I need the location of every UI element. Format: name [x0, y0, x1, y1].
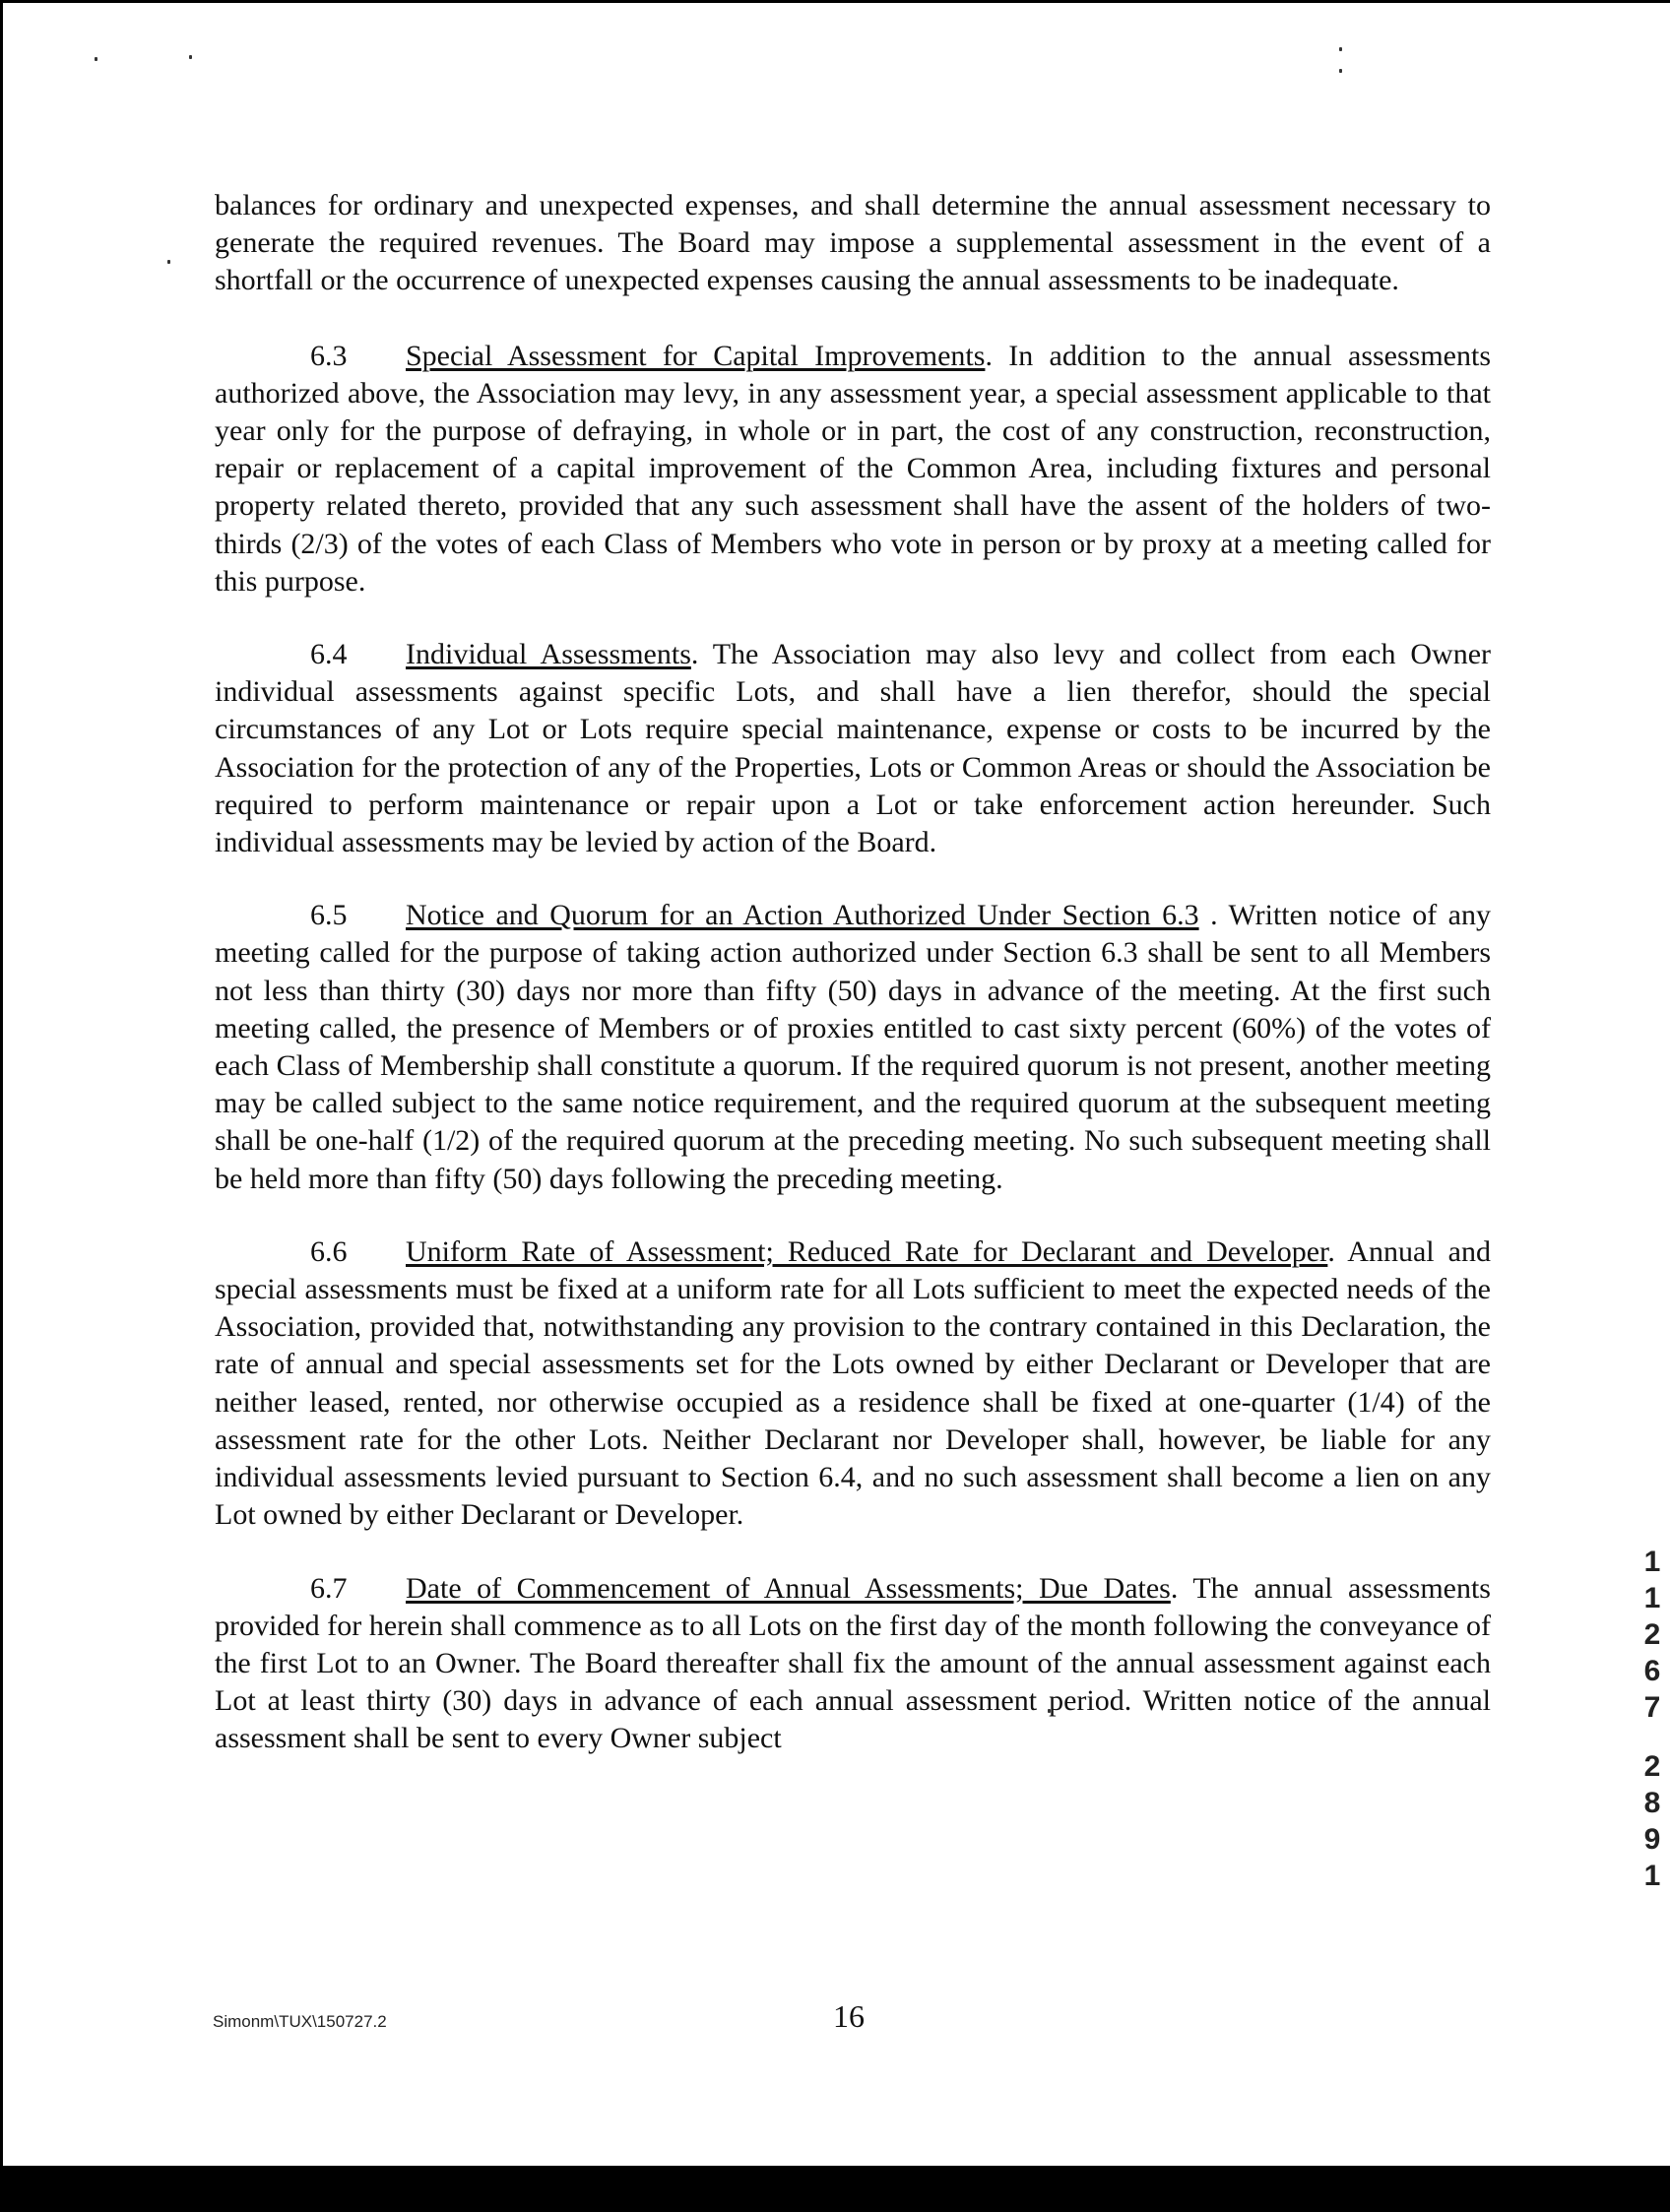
section-body: . Written notice of any meeting called for the purpose of taking action authorized under Section 6.3 shall be sent to all Members not less than thirty (30) days nor more than fifty (50) days in advance of the meeting. At the first such meeting called, the presence of Members or of proxies entitled to cast sixty percent (60%) of the votes of each Class of Membership shall constitute a quorum. If the required quorum is not present, another meeting may be called subject to the same notice requirement, and the required quorum at the subsequent meeting shall be one-half (1/2) of the required quorum at the preceding meeting. No such subsequent meeting shall be held more than fifty (50) days following the preceding meeting. — [215, 899, 1491, 1195]
scan-speck — [167, 260, 170, 264]
section-title: Uniform Rate of Assessment; Reduced Rate for Declarant and Developer — [406, 1234, 1328, 1268]
stamp-digit: 7 — [1643, 1691, 1661, 1724]
section-title: Notice and Quorum for an Action Authorized Under Section 6.3 — [406, 899, 1199, 932]
stamp-digit: 2 — [1643, 1618, 1661, 1651]
stamp-digit: 2 — [1643, 1750, 1661, 1783]
footer-file-reference: Simonm\TUX\150727.2 — [213, 2012, 387, 2031]
margin-stamp-group-1 — [1640, 1544, 1664, 1726]
scan-speck — [1339, 47, 1342, 51]
stamp-digit: 9 — [1643, 1823, 1661, 1856]
section-6-3 — [215, 338, 1491, 600]
section-body: . The Association may also levy and collect from each Owner individual assessments against specific Lots, and shall have a lien therefor, should the special circumstances of any Lot or Lots require special maintenance, expense or costs to be incurred by the Association for the protection of any of the Properties, Lots or Common Areas or should the Association be required to perform maintenance or repair upon a Lot or take enforcement action hereunder. Such individual assessments may be levied by action of the Board. — [215, 638, 1491, 859]
section-number: 6.4 — [310, 638, 348, 671]
scan-border-bottom — [0, 2166, 1670, 2212]
scan-speck — [189, 55, 192, 59]
section-title: Special Assessment for Capital Improvements — [406, 339, 986, 372]
margin-stamp-group-2 — [1640, 1748, 1664, 1894]
section-number: 6.3 — [310, 339, 348, 372]
section-number: 6.6 — [310, 1234, 348, 1268]
section-6-5 — [215, 897, 1491, 1198]
page-number: 16 — [833, 1998, 865, 2034]
stamp-digit: 6 — [1643, 1655, 1661, 1687]
section-body: . The annual assessments provided for herein shall commence as to all Lots on the first day of the month following the conveyance of the first Lot to an Owner. The Board thereafter shall fix the amount of the annual assessment against each Lot at least thirty (30) days in advance of each annual assessment period. Written notice of the annual assessment shall be sent to every Owner subject — [215, 1571, 1491, 1755]
scan-speck — [95, 57, 97, 61]
stamp-digit: 8 — [1643, 1787, 1661, 1819]
section-body: . Annual and special assessments must be fixed at a uniform rate for all Lots sufficient to meet the expected needs of the Association, provided that, notwithstanding any provision to the contrary contained in this Declaration, the rate of annual and special assessments set for the Lots owned by either Declarant or Developer that are neither leased, rented, nor otherwise occupied as a residence shall be fixed at one-quarter (1/4) of the assessment rate for the other Lots. Neither Declarant nor Developer shall, however, be liable for any individual assessments levied pursuant to Section 6.4, and no such assessment shall become a lien on any Lot owned by either Declarant or Developer. — [215, 1234, 1491, 1532]
stamp-digit: 1 — [1643, 1546, 1661, 1578]
section-title: Individual Assessments — [406, 638, 691, 671]
section-6-6 — [215, 1233, 1491, 1535]
scan-speck — [1339, 69, 1342, 73]
scan-border-left — [0, 0, 3, 2212]
section-6-4 — [215, 636, 1491, 861]
stamp-digit: 1 — [1643, 1860, 1661, 1892]
section-number: 6.7 — [310, 1571, 348, 1605]
stamp-digit: 1 — [1643, 1582, 1661, 1614]
intro-paragraph: balances for ordinary and unexpected expenses, and shall determine the annual assessment necessary to generate the required revenues. The Board may impose a supplemental assessment in the event of a shortfall or the occurrence of unexpected expenses causing the annual assessments to be inadequate. — [215, 189, 1491, 297]
document-body — [215, 187, 1491, 1794]
section-body: . In addition to the annual assessments authorized above, the Association may levy, in any assessment year, a special assessment applicable to that year only for the purpose of defraying, in whole or in part, the cost of any construction, reconstruction, repair or replacement of a capital improvement of the Common Area, including fixtures and personal property related thereto, provided that any such assessment shall have the assent of the holders of two-thirds (2/3) of the votes of each Class of Members who vote in person or by proxy at a meeting called for this purpose. — [215, 339, 1491, 598]
section-number: 6.5 — [310, 899, 348, 932]
scan-border-top — [0, 0, 1670, 3]
section-title: Date of Commencement of Annual Assessments; Due Dates — [406, 1571, 1171, 1605]
section-6-7 — [215, 1570, 1491, 1758]
